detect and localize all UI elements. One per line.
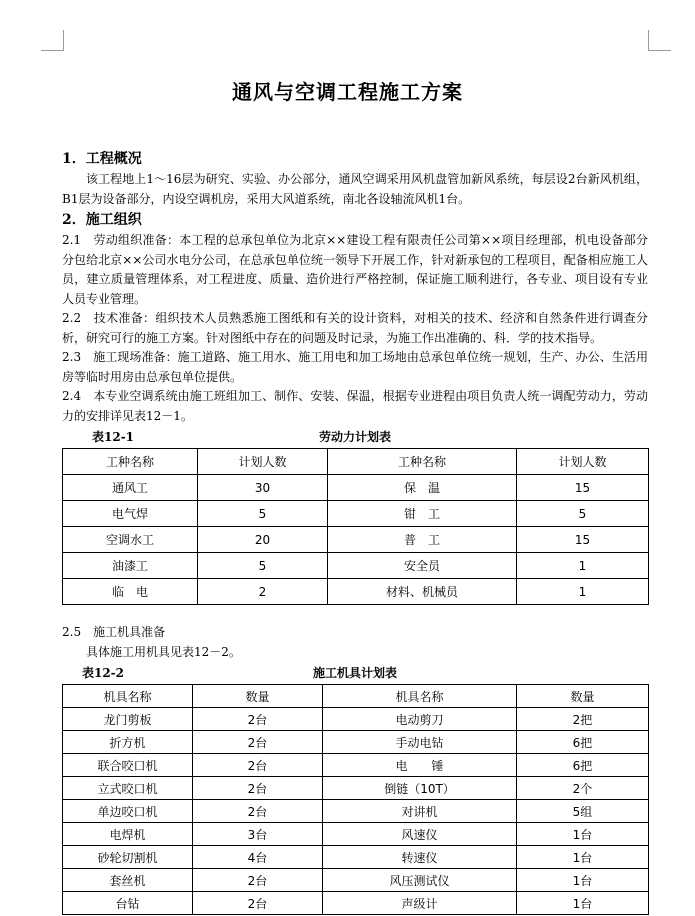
table-cell: 5 <box>517 501 649 527</box>
section-1-heading: 1．工程概况 <box>62 151 142 167</box>
table-1-title: 劳动力计划表 <box>318 430 391 444</box>
table-cell: 2台 <box>193 892 323 915</box>
equipment-plan-table <box>62 684 649 915</box>
table-cell: 材料、机械员 <box>328 579 517 605</box>
table-cell: 联合咬口机 <box>63 754 193 777</box>
section-1-body: 该工程地上1～16层为研究、实验、办公部分，通风空调采用风机盘管加新风系统，每层设2台新风机组，B1层为设备部分，内设空调机房，采用大风道系统，南北各设轴流风机1台。 <box>62 172 648 206</box>
spacer <box>62 605 648 623</box>
header-cell: 机具名称 <box>323 685 517 708</box>
header-cell: 工种名称 <box>328 449 517 475</box>
table-cell: 油漆工 <box>63 553 198 579</box>
table-cell: 2台 <box>193 731 323 754</box>
table-row <box>63 475 649 501</box>
section-2-5-body: 具体施工用机具见表12－2。 <box>86 644 241 659</box>
table-cell: 6把 <box>517 731 649 754</box>
section-2-4: 2.4 本专业空调系统由施工班组加工、制作、安装、保温，根据专业进程由项目负责人统一调配劳动力，劳动力的安排详见表12－1。 <box>62 389 648 423</box>
table-cell: 临 电 <box>63 579 198 605</box>
table-cell: 1台 <box>517 869 649 892</box>
table-row <box>63 846 649 869</box>
table-header-row <box>63 685 649 708</box>
section-2-3: 2.3 施工现场准备：施工道路、施工用水、施工用电和加工场地由总承包单位统一规划，生产、办公、生活用房等临时用房由总承包单位提供。 <box>62 350 648 384</box>
table-row <box>63 823 649 846</box>
table-row <box>63 579 649 605</box>
table-cell: 20 <box>198 527 328 553</box>
header-cell: 工种名称 <box>63 449 198 475</box>
table-cell: 1台 <box>517 846 649 869</box>
header-cell: 数量 <box>193 685 323 708</box>
table-cell: 2 <box>198 579 328 605</box>
table-cell: 2台 <box>193 754 323 777</box>
table-cell: 空调水工 <box>63 527 198 553</box>
table-row <box>63 777 649 800</box>
section-2-5-heading: 2.5 施工机具准备 <box>62 625 166 639</box>
table-cell: 普 工 <box>328 527 517 553</box>
header-cell: 机具名称 <box>63 685 193 708</box>
table-cell: 安全员 <box>328 553 517 579</box>
table-cell: 15 <box>517 475 649 501</box>
table-row <box>63 731 649 754</box>
table-cell: 单边咬口机 <box>63 800 193 823</box>
table-cell: 2个 <box>517 777 649 800</box>
table-2-caption <box>62 662 648 684</box>
table-cell: 2台 <box>193 800 323 823</box>
labor-plan-table <box>62 448 649 605</box>
table-cell: 套丝机 <box>63 869 193 892</box>
table-header-row <box>63 449 649 475</box>
table-cell: 2台 <box>193 708 323 731</box>
table-row <box>63 527 649 553</box>
table-cell: 3台 <box>193 823 323 846</box>
table-row <box>63 501 649 527</box>
table-cell: 1 <box>517 553 649 579</box>
table-row <box>63 892 649 915</box>
section-2-heading: 2．施工组织 <box>62 212 142 228</box>
table-cell: 电气焊 <box>63 501 198 527</box>
table-cell: 立式咬口机 <box>63 777 193 800</box>
document-title: 通风与空调工程施工方案 <box>232 80 463 104</box>
table-cell: 电焊机 <box>63 823 193 846</box>
table-cell: 对讲机 <box>323 800 517 823</box>
table-cell: 风压测试仪 <box>323 869 517 892</box>
table-cell: 2台 <box>193 777 323 800</box>
table-cell: 5 <box>198 553 328 579</box>
table-cell: 龙门剪板 <box>63 708 193 731</box>
document-body <box>62 148 648 915</box>
table-cell: 6把 <box>517 754 649 777</box>
table-cell: 声级计 <box>323 892 517 915</box>
table-cell: 砂轮切割机 <box>63 846 193 869</box>
table-cell: 通风工 <box>63 475 198 501</box>
table-cell: 风速仪 <box>323 823 517 846</box>
table-row <box>63 754 649 777</box>
table-cell: 手动电钻 <box>323 731 517 754</box>
table-cell: 折方机 <box>63 731 193 754</box>
section-2-1: 2.1 劳动组织准备：本工程的总承包单位为北京××建设工程有限责任公司第××项目经理部，机电设备部分分包给北京××公司水电分公司，在总承包单位统一领导下开展工作，针对新承包的工程项目，配备相应施工人员，建立质量管理体系，对工程进度、质量、造价进行严格控制，保证施工顺利进行，各专业、项目设有专业人员专业管理。 <box>62 233 648 306</box>
table-cell: 2把 <box>517 708 649 731</box>
table-1-caption <box>62 426 648 448</box>
table-row <box>63 708 649 731</box>
table-cell: 电 锤 <box>323 754 517 777</box>
table-cell: 30 <box>198 475 328 501</box>
table-2-number: 表12-2 <box>82 666 125 680</box>
table-cell: 电动剪刀 <box>323 708 517 731</box>
table-cell: 转速仪 <box>323 846 517 869</box>
table-row <box>63 553 649 579</box>
table-cell: 倒链（10T） <box>323 777 517 800</box>
table-cell: 钳 工 <box>328 501 517 527</box>
table-cell: 1 <box>517 579 649 605</box>
table-cell: 1台 <box>517 823 649 846</box>
table-1-number: 表12-1 <box>92 430 135 444</box>
section-2-2: 2.2 技术准备：组织技术人员熟悉施工图纸和有关的设计资料，对相关的技术、经济和自然条件进行调查分析，研究可行的施工方案。针对图纸中存在的问题及时记录，为施工作出准确的、科．学的技术指导。 <box>62 311 648 345</box>
table-cell: 4台 <box>193 846 323 869</box>
header-cell: 计划人数 <box>517 449 649 475</box>
table-2-title: 施工机具计划表 <box>312 666 397 680</box>
header-cell: 计划人数 <box>198 449 328 475</box>
table-cell: 1台 <box>517 892 649 915</box>
crop-mark-top-right <box>648 30 671 51</box>
header-cell: 数量 <box>517 685 649 708</box>
crop-mark-top-left <box>41 30 64 51</box>
table-cell: 5 <box>198 501 328 527</box>
table-row <box>63 869 649 892</box>
table-cell: 保 温 <box>328 475 517 501</box>
table-row <box>63 800 649 823</box>
table-cell: 2台 <box>193 869 323 892</box>
table-cell: 台钻 <box>63 892 193 915</box>
table-cell: 15 <box>517 527 649 553</box>
table-cell: 5组 <box>517 800 649 823</box>
